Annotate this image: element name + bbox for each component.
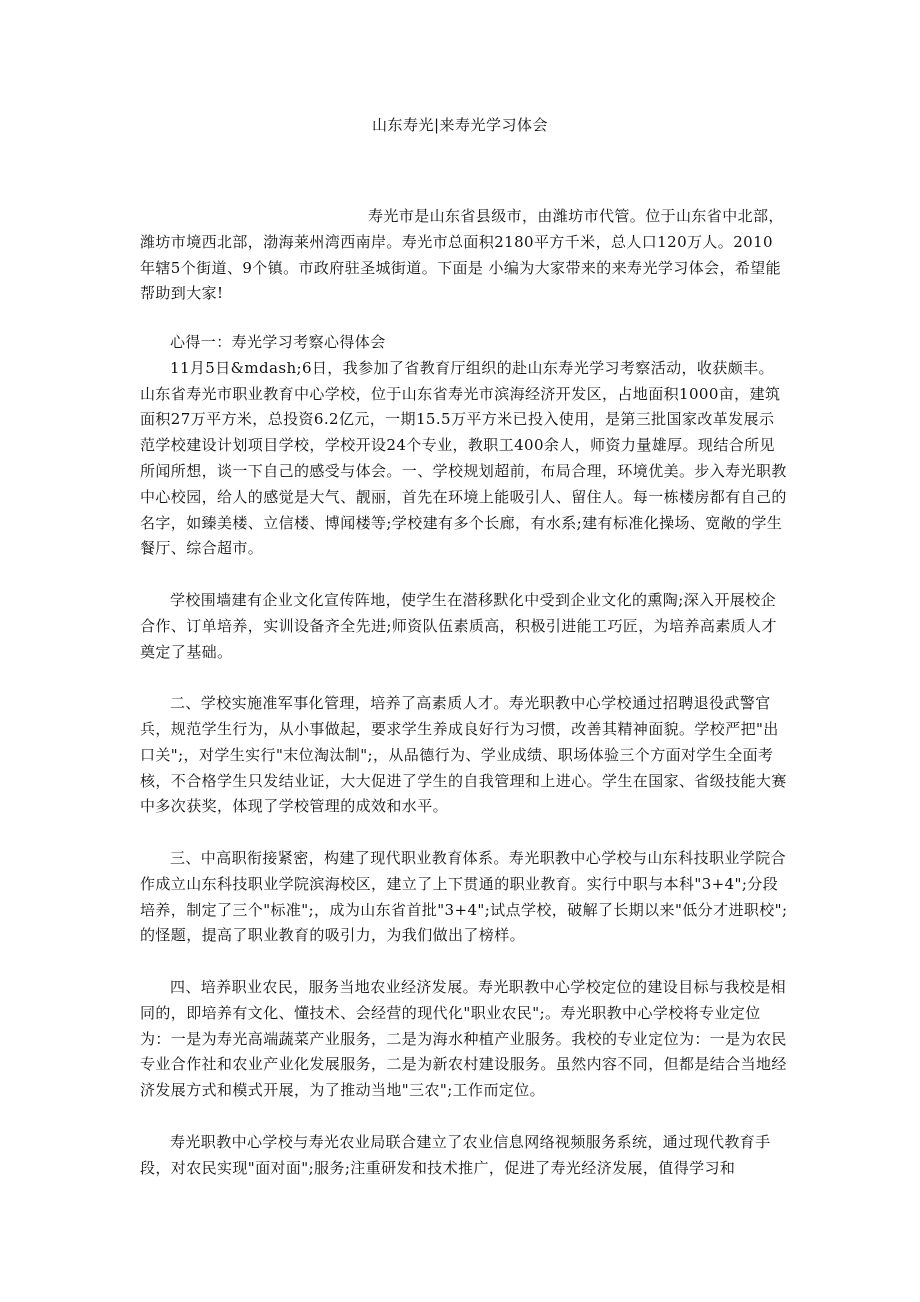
- paragraph-gap: [140, 820, 788, 846]
- document-title: 山东寿光|来寿光学习体会: [371, 116, 549, 134]
- paragraph-1: 11月5日&mdash;6日，我参加了省教育厅组织的赴山东寿光学习考察活动，收获颇丰。山东省寿光市职业教育中心学校，位于山东省寿光市滨海经济开发区，占地面积1000亩，建筑面积27万平方米，总投资6.2亿元，一期15.5万平方米已投入使用，是第三批国家改革发展示范学校建设计划项目学校，学校开设24个专业，教职工400余人，师资力量雄厚。现结合所见所闻所想，谈一下自己的感受与体会。一、学校规划超前，布局合理，环境优美。步入寿光职教中心校园，给人的感觉是大气、靓丽，首先在环境上能吸引人、留住人。每一栋楼房都有自己的名字，如臻美楼、立信楼、博闻楼等;学校建有多个长廊，有水系;建有标准化操场、宽敞的学生餐厅、综合超市。: [140, 358, 787, 558]
- paragraph-gap: [140, 1104, 788, 1130]
- paragraph-gap: [140, 949, 788, 975]
- paragraph-4: 三、中高职衔接紧密，构建了现代职业教育体系。寿光职教中心学校与山东科技职业学院合作成立山东科技职业学院滨海校区，建立了上下贯通的职业教育。实行中职与本科"3+4";分段培养，制定了三个"标准";，成为山东省首批"3+4";试点学校，破解了长期以来"低分才进职校";的怪题，提高了职业教育的吸引力，为我们做出了榜样。: [140, 848, 788, 945]
- paragraph-6: 寿光职教中心学校与寿光农业局联合建立了农业信息网络视频服务系统，通过现代教育手段，对农民实现"面对面";服务;注重研发和技术推广，促进了寿光经济发展，值得学习和: [140, 1132, 771, 1177]
- section-heading: 心得一：寿光学习考察心得体会: [170, 333, 386, 351]
- paragraph-gap: [140, 665, 788, 691]
- paragraph-2: 学校围墙建有企业文化宣传阵地，使学生在潜移默化中受到企业文化的熏陶;深入开展校企合作、订单培养，实训设备齐全先进;师资队伍素质高，积极引进能工巧匠，为培养高素质人才奠定了基础。: [140, 590, 777, 661]
- intro-text: 寿光市是山东省县级市，由潍坊市代管。位于山东省中北部，潍坊市境西北部，渤海莱州湾西南岸。寿光市总面积2180平方千米，总人口120万人。2010年辖5个街道、9个镇。市政府驻圣城街道。下面是 小编为大家带来的来寿光学习体会，希望能帮助到大家!: [140, 207, 784, 303]
- paragraph-gap: [140, 562, 788, 588]
- section-one: [140, 330, 788, 1181]
- intro-paragraph: [140, 204, 788, 307]
- paragraph-3: 二、学校实施准军事化管理，培养了高素质人才。寿光职教中心学校通过招聘退役武警官兵，规范学生行为，从小事做起，要求学生养成良好行为习惯，改善其精神面貌。学校严把"出口关";，对学生实行"末位淘汰制";，从品德行为、学业成绩、职场体验三个方面对学生全面考核，不合格学生只发结业证，大大促进了学生的自我管理和上进心。学生在国家、省级技能大赛中多次获奖，体现了学校管理的成效和水平。: [140, 694, 787, 816]
- paragraph-5: 四、培养职业农民，服务当地农业经济发展。寿光职教中心学校定位的建设目标与我校是相同的，即培养有文化、懂技术、会经营的现代化"职业农民";。寿光职教中心学校将专业定位为：一是为寿光高端蔬菜产业服务，二是为海水种植产业服务。我校的专业定位为：一是为农民专业合作社和农业产业化发展服务，二是为新农村建设服务。虽然内容不同，但都是结合当地经济发展方式和模式开展，为了推动当地"三农";工作而定位。: [140, 977, 787, 1100]
